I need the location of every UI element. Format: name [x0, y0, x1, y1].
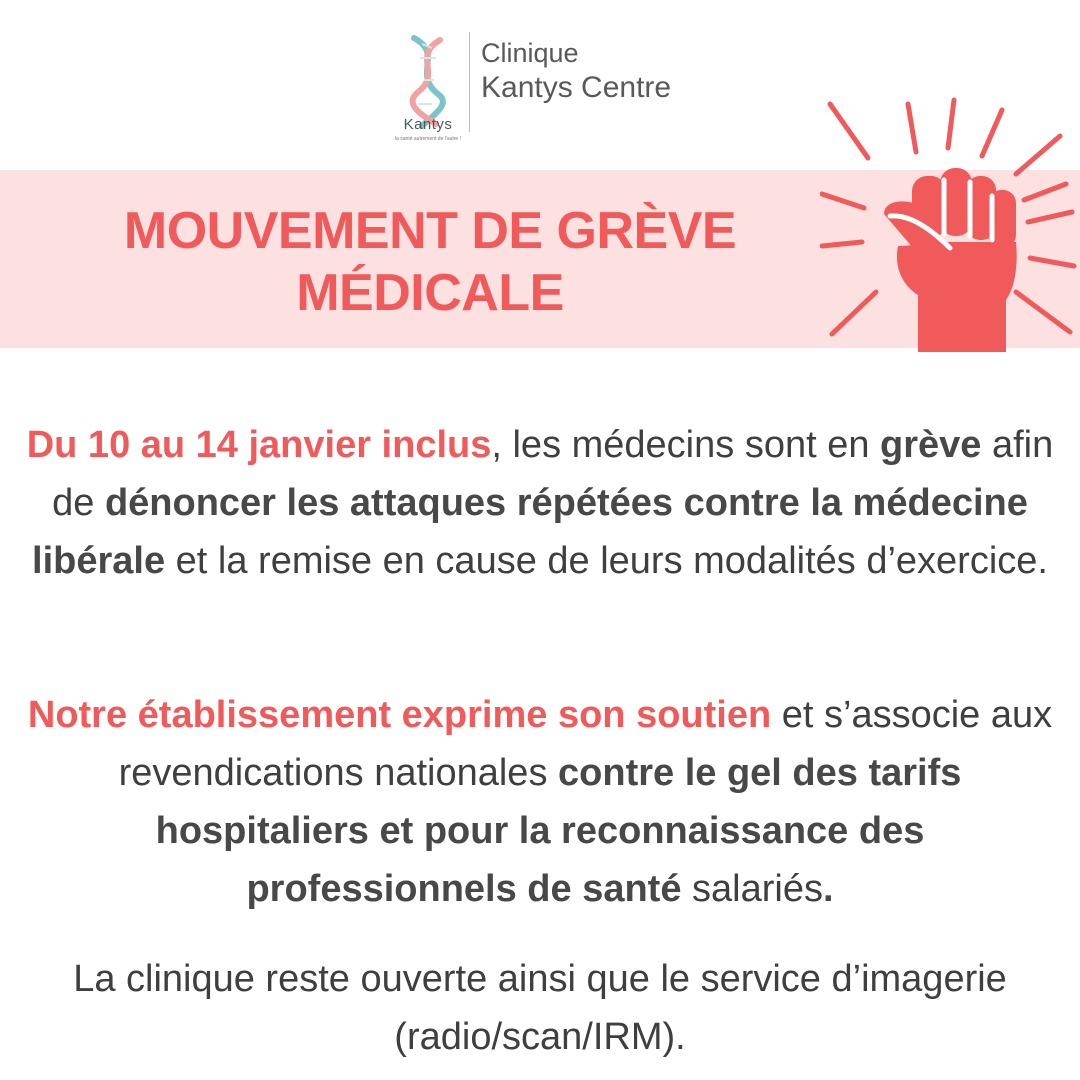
- logo-clinic-name: Kantys Centre: [481, 71, 672, 104]
- page-title: [60, 200, 800, 324]
- open-services-paragraph: La clinique reste ouverte ainsi que le service d’imagerie (radio/scan/IRM).: [73, 958, 1007, 1058]
- p1-bold-greve: grève: [880, 424, 982, 466]
- raised-fist-icon: [820, 96, 1080, 354]
- p2-period: .: [822, 868, 834, 910]
- p1-text-2: afin de: [52, 424, 1054, 524]
- strike-dates: Du 10 au 14 janvier inclus: [26, 424, 492, 466]
- title-line-1: MOUVEMENT DE GRÈVE: [123, 202, 737, 260]
- p2-text-1: et s’associe aux revendications nationales: [118, 694, 1053, 794]
- logo-divider: [469, 32, 470, 132]
- clinic-logo: [380, 28, 720, 148]
- p1-bold-denoncer: dénoncer les attaques répétées contre la médecine libérale: [32, 482, 1028, 582]
- p2-bold-demands: contre le gel des tarifs hospitaliers et pour la reconnaissance des professionnels de santé: [155, 752, 962, 910]
- support-statement: Notre établissement exprime son soutien: [27, 694, 772, 736]
- strike-dates-paragraph: [20, 416, 1060, 590]
- support-paragraph: [20, 686, 1060, 918]
- p2-text-2: salariés: [681, 868, 823, 910]
- title-line-2: MÉDICALE: [296, 264, 564, 322]
- p1-text-3: et la remise en cause de leurs modalités d’exercice.: [165, 540, 1048, 582]
- logo-tagline: la santé autrement de l'autre !: [395, 136, 461, 142]
- p1-text-1: , les médecins sont en: [491, 424, 881, 466]
- logo-mark-text: Kantys: [403, 116, 453, 133]
- logo-clinic-label: Clinique: [481, 38, 579, 68]
